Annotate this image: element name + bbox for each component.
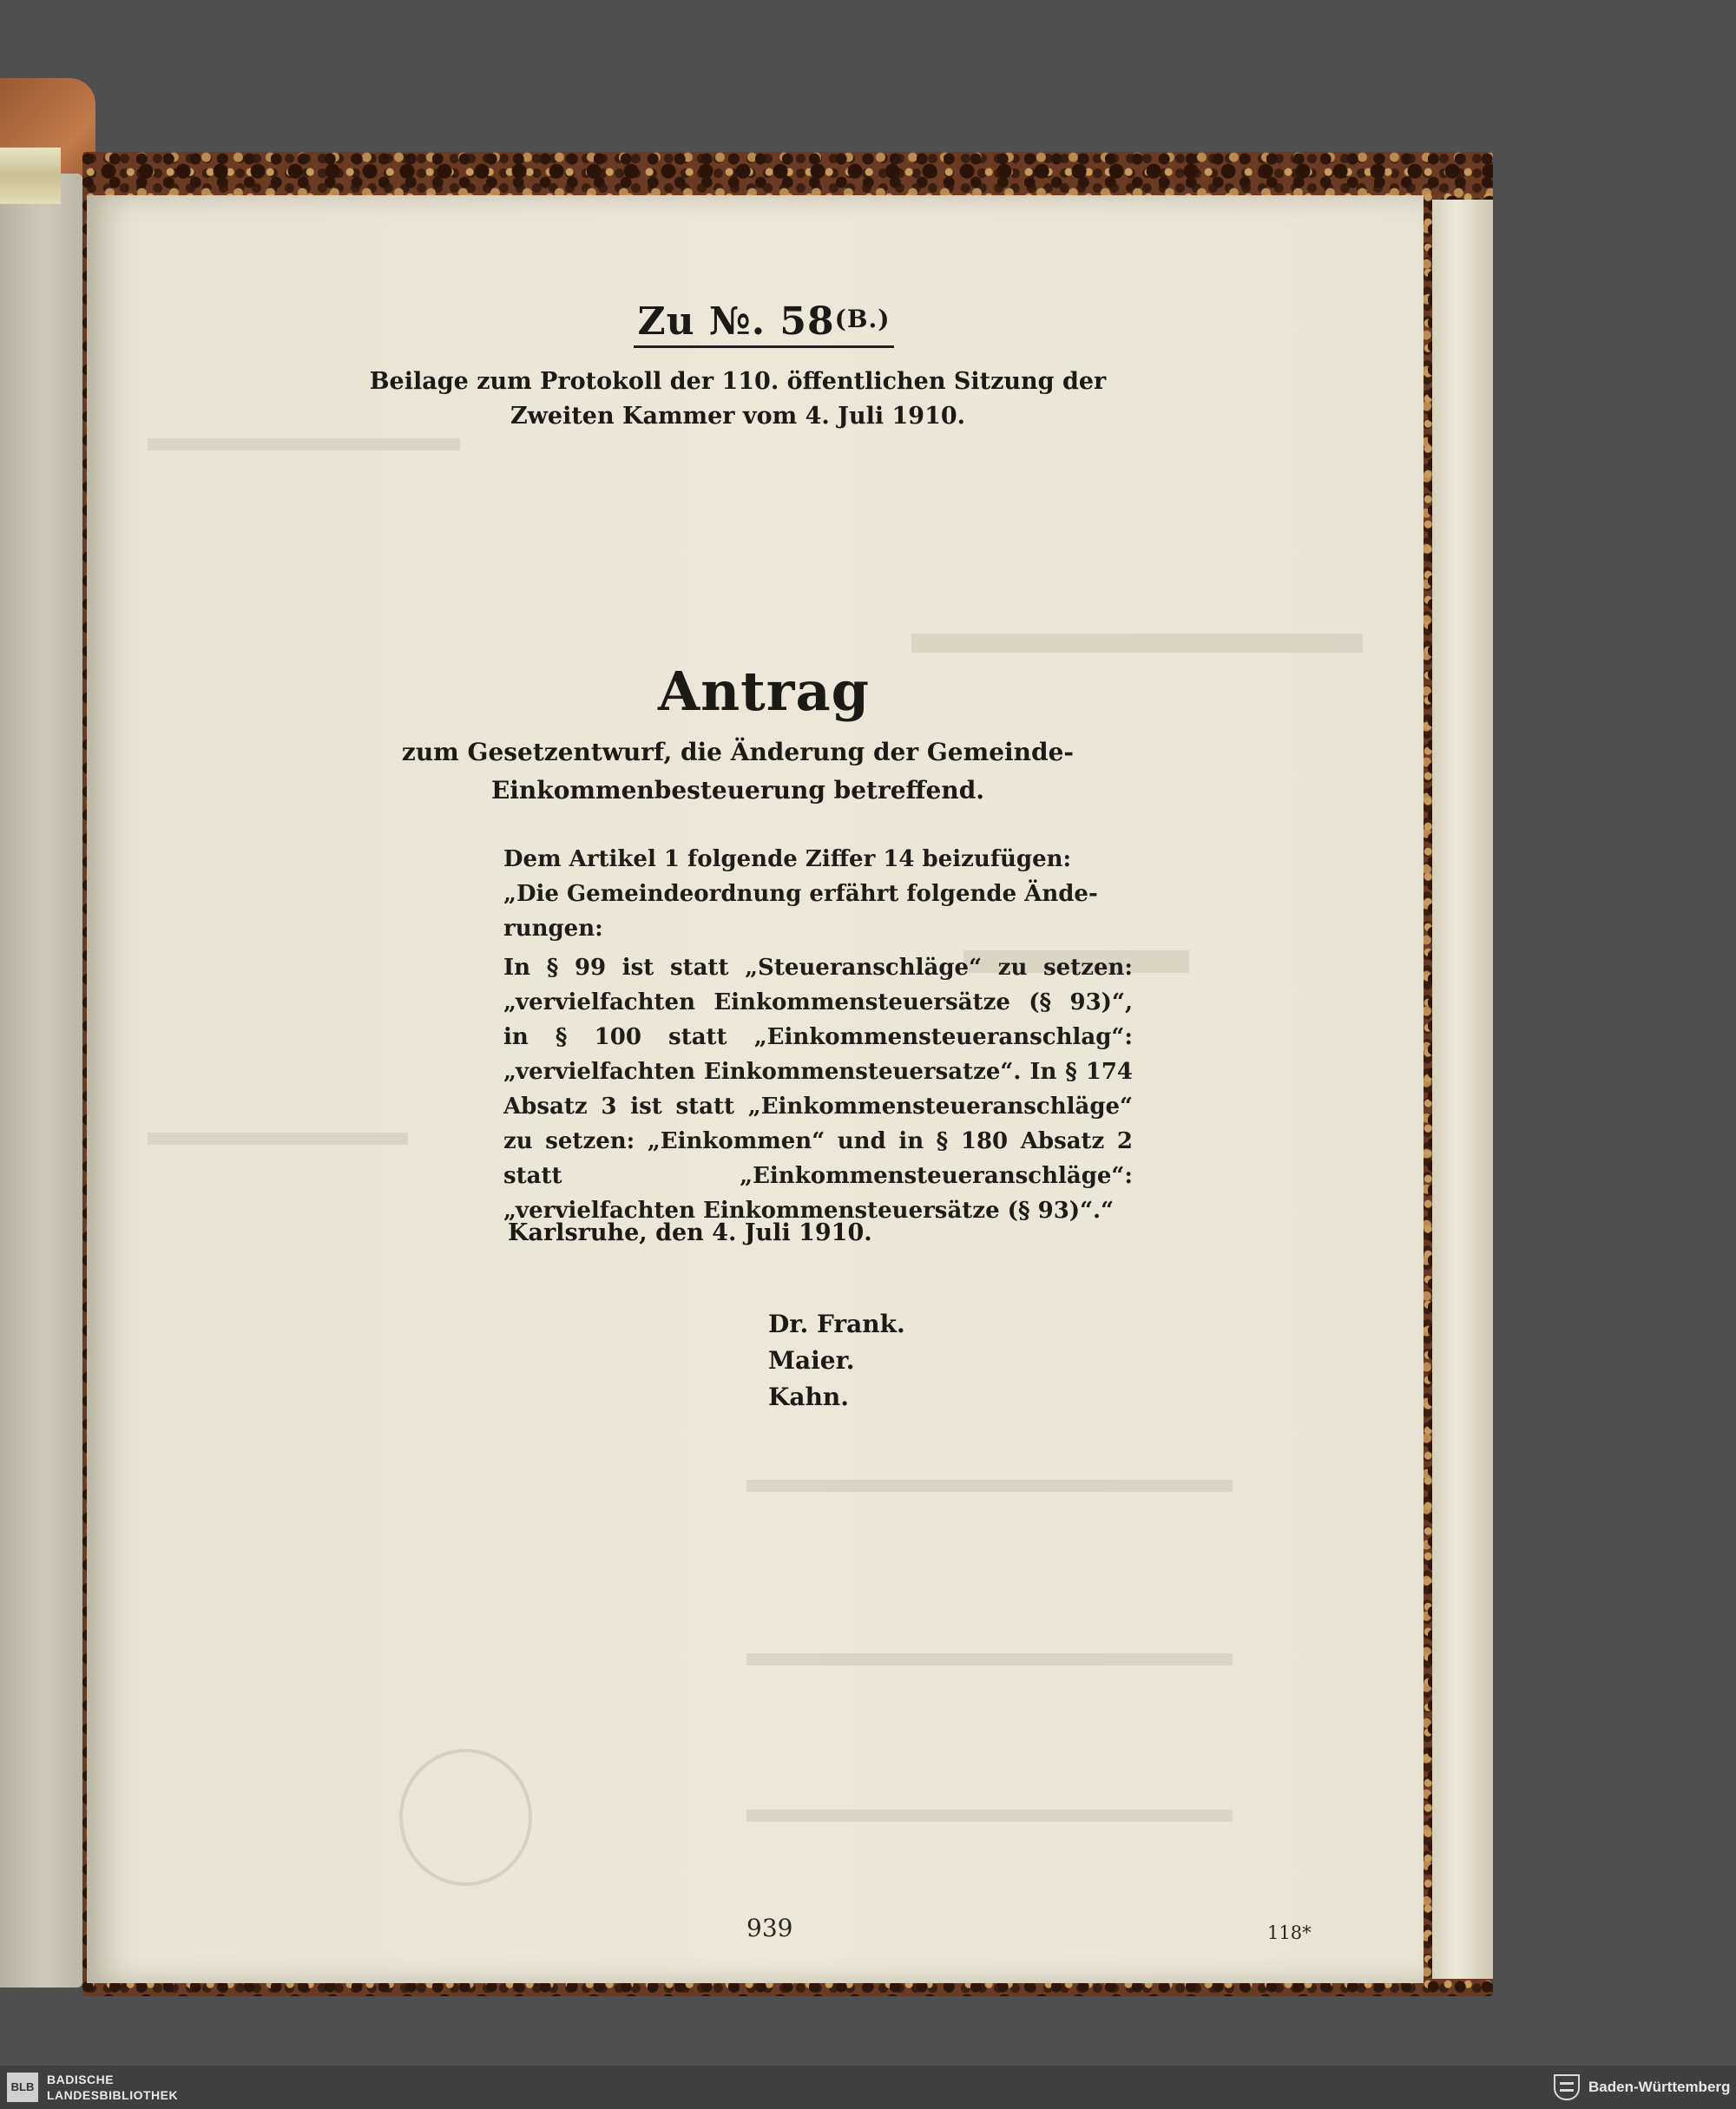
page-stack-edge — [1432, 200, 1493, 1979]
library-name[interactable] — [47, 2072, 178, 2103]
place-date: Karlsruhe, den 4. Juli 1910. — [508, 1219, 872, 1246]
document-title: Antrag — [657, 660, 870, 723]
left-page-edge — [0, 174, 82, 1987]
bleed-through — [148, 1133, 408, 1145]
coat-of-arms-icon — [1554, 2074, 1580, 2100]
bleed-through — [746, 1653, 1233, 1666]
state-name[interactable]: Baden-Württemberg — [1588, 2079, 1731, 2095]
gilt-edge — [0, 148, 61, 204]
bleed-through — [911, 634, 1363, 653]
library-name-line: BADISCHE — [47, 2073, 115, 2086]
amendment-paragraph: In § 99 ist statt „Steueranschläge“ zu setzen: „vervielfachten Einkommensteuersätze (§ 93)“, in § 100 statt „Einkommensteueranschlag“: „vervielfachten Einkommensteuersatze“. In § 174 Absatz 3 ist statt „Einkommensteueranschläge“ zu setzen: „Einkommen“ und in § 180 Absatz 2 statt „Einkommensteueranschläge“: „vervielfachten Einkommensteuersätze (§ 93)“.“ — [503, 955, 1133, 1224]
intro-line: Dem Artikel 1 folgende Ziffer 14 beizufügen: — [503, 846, 1072, 872]
bleed-through — [746, 1810, 1233, 1822]
document-number-main: Zu №. 58 — [637, 299, 835, 344]
document-number-suffix: (B.) — [834, 305, 891, 333]
signature-block — [768, 1306, 905, 1416]
page-number: 939 — [746, 1914, 793, 1942]
bleed-through-seal — [399, 1749, 532, 1886]
signature: Dr. Frank. — [768, 1310, 905, 1338]
subtitle-line: Beilage zum Protokoll der 110. öffentlichen Sitzung der — [369, 368, 1107, 395]
subject-line: zum Gesetzentwurf, die Änderung der Gemeinde- — [401, 738, 1075, 766]
signature: Kahn. — [768, 1383, 849, 1411]
document-number — [634, 299, 894, 348]
protocol-subtitle — [347, 365, 1128, 434]
subject-line: Einkommenbesteuerung betreffend. — [490, 776, 985, 805]
subtitle-line: Zweiten Kammer vom 4. Juli 1910. — [510, 403, 966, 430]
intro-line: „Die Gemeindeordnung erfährt folgende Ände- — [503, 881, 1098, 907]
intro-paragraph — [451, 842, 1128, 946]
document-subject — [347, 733, 1128, 810]
document-page — [87, 195, 1424, 1983]
blb-logo-icon[interactable]: BLB — [7, 2073, 38, 2102]
footer-bar — [0, 2066, 1736, 2109]
intro-line: rungen: — [503, 916, 603, 942]
sheet-number: 118* — [1267, 1922, 1312, 1943]
bleed-through — [746, 1480, 1233, 1492]
library-name-line: LANDESBIBLIOTHEK — [47, 2088, 179, 2102]
bleed-through — [148, 438, 460, 450]
signature: Maier. — [768, 1346, 855, 1375]
